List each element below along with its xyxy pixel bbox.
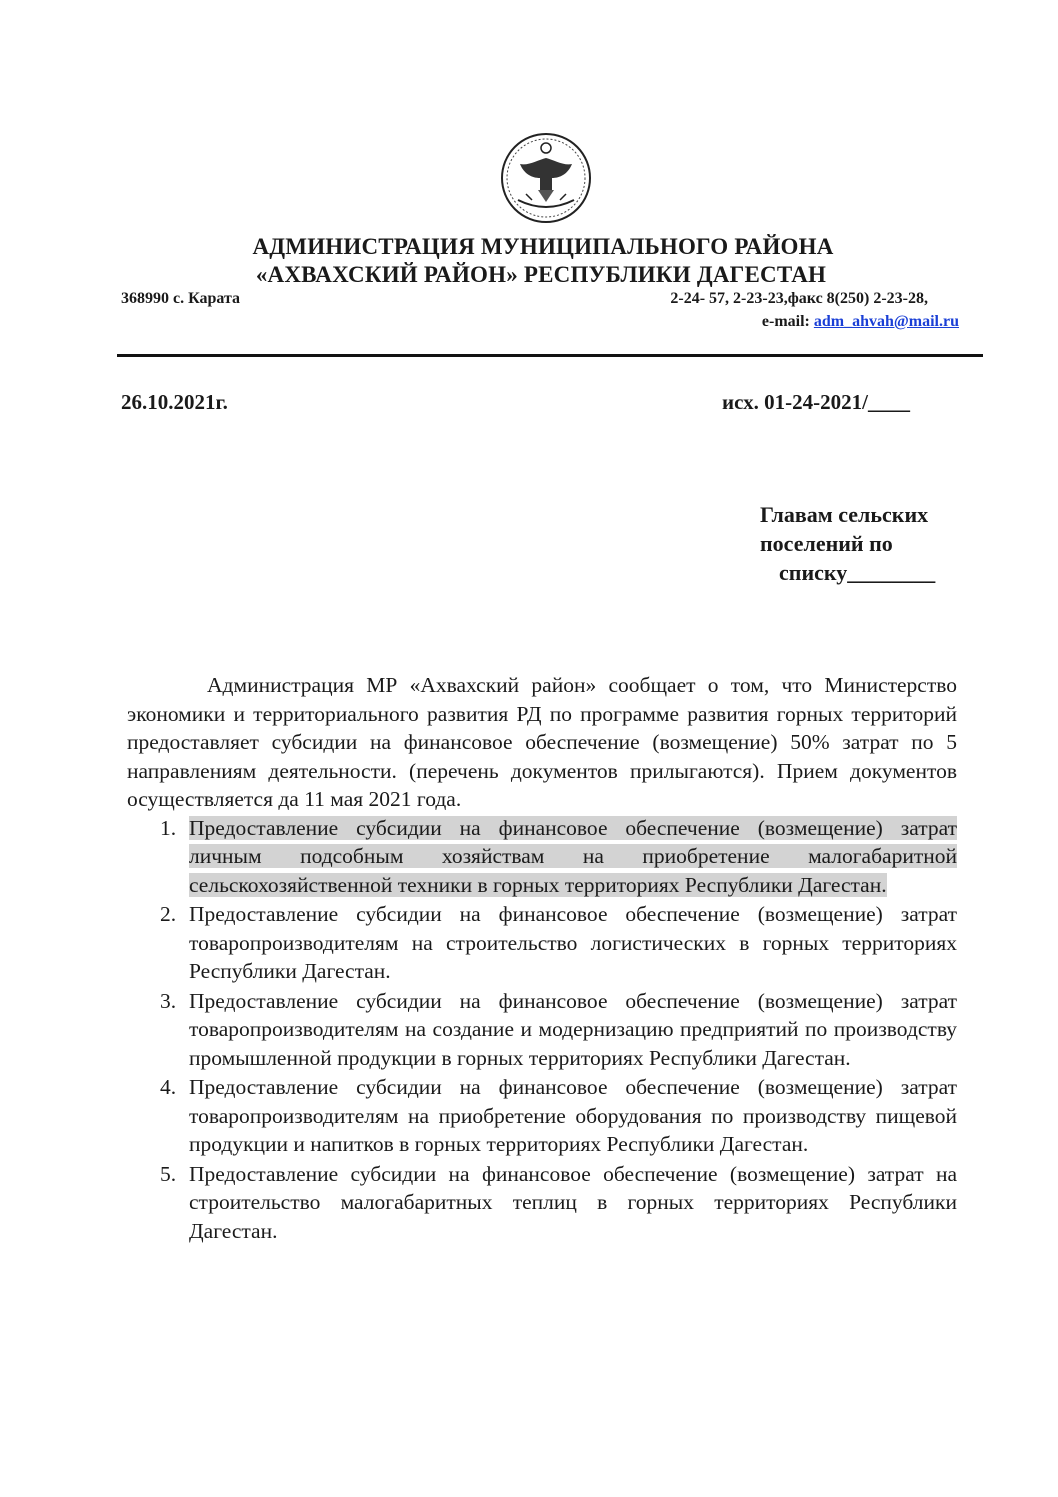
list-item-text: Предоставление субсидии на финансовое обеспечение (возмещение) затрат личным подсобным хозяйствам на приобретение малогабаритной сельскохозяйственной техники в горных территориях Республики Дагестан. bbox=[189, 815, 957, 897]
list-item-number: 3. bbox=[160, 988, 177, 1013]
phone-numbers: 2-24- 57, 2-23-23,факс 8(250) 2-23-28, bbox=[670, 290, 928, 307]
email-line bbox=[762, 313, 959, 331]
list-item-number: 5. bbox=[160, 1161, 177, 1186]
list-item-text: Предоставление субсидии на финансовое обеспечение (возмещение) затрат на строительство малогабаритных теплиц в горных территориях Республики Дагестан. bbox=[189, 1161, 957, 1243]
list-item-number: 2. bbox=[160, 902, 177, 926]
list-item-text: Предоставление субсидии на финансовое обеспечение (возмещение) затрат товаропроизводителям на приобретение оборудования по производству пищевой продукции и напитков в горных территориях Республики Дагестан. bbox=[189, 1075, 957, 1156]
recipient-block bbox=[760, 500, 960, 587]
org-title-line-2: «АХВАХСКИЙ РАЙОН» РЕСПУБЛИКИ ДАГЕСТАН bbox=[255, 262, 827, 287]
recipient-line-2: поселений по bbox=[760, 531, 893, 556]
list-item-number: 4. bbox=[160, 1075, 177, 1099]
intro-paragraph: Администрация МР «Ахвахский район» сообщает о том, что Министерство экономики и территориального развития РД по программе развития горных территорий предоставляет субсидии на финансовое обеспечение (возмещение) 50% затрат по 5 направлениям деятельности. (перечень документов прилыгаются). Прием документов осуществляется да 11 мая 2021 года. bbox=[127, 673, 957, 811]
list-item-number: 1. bbox=[160, 815, 177, 840]
letter-body bbox=[127, 671, 957, 1246]
email-label: e-mail: bbox=[761, 313, 814, 330]
recipient-line-3: списку________ bbox=[779, 560, 936, 585]
list-item bbox=[127, 1073, 957, 1159]
email-link[interactable]: adm_ahvah@mail.ru bbox=[813, 313, 959, 330]
list-item bbox=[127, 900, 957, 986]
list-item bbox=[127, 814, 957, 900]
list-item-text: Предоставление субсидии на финансовое обеспечение (возмещение) затрат товаропроизводителям на создание и модернизацию предприятий по производству промышленной продукции в горных территориях Республики Дагестан. bbox=[189, 988, 957, 1070]
list-item bbox=[127, 1160, 957, 1246]
outgoing-number: исх. 01-24-2021/____ bbox=[722, 390, 910, 414]
header-divider bbox=[117, 354, 983, 357]
org-title-line-1: АДМИНИСТРАЦИЯ МУНИЦИПАЛЬНОГО РАЙОНА bbox=[252, 234, 834, 259]
letter-date: 26.10.2021г. bbox=[121, 390, 228, 414]
coat-of-arms-icon bbox=[498, 130, 594, 226]
recipient-line-1: Главам сельских bbox=[760, 502, 929, 527]
list-item-text: Предоставление субсидии на финансовое обеспечение (возмещение) затрат товаропроизводителям на строительство логистических в горных территориях Республики Дагестан. bbox=[189, 902, 957, 983]
postal-address: 368990 с. Карата bbox=[121, 290, 241, 307]
list-item bbox=[127, 987, 957, 1073]
directions-list bbox=[127, 814, 957, 1246]
